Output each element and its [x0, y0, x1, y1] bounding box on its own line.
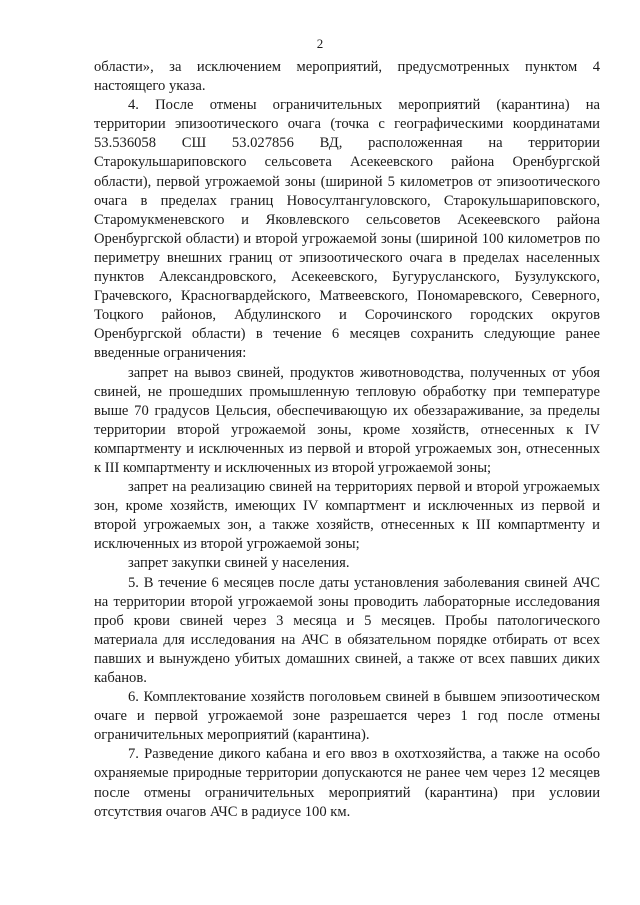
- paragraph-restriction-purchase: запрет закупки свиней у населения.: [128, 555, 350, 572]
- document-body: [94, 58, 600, 822]
- paragraph-continuation: области», за исключением мероприятий, предусмотренных пунктом 4 настоящего указа.: [94, 59, 600, 95]
- paragraph-restriction-sale: запрет на реализацию свиней на территориях первой и второй угрожаемых зон, кроме хозяйств, имеющих IV компартмент и исключенных из первой и второй угрожаемых зон, а также хозяйств, отнесенных к III компартменту и исключенных из второй угрожаемой зоны;: [94, 479, 600, 553]
- paragraph-item-4: 4. После отмены ограничительных мероприятий (карантина) на территории эпизоотического очага (точка с географическими координатами 53.536058 СШ 53.027856 ВД, расположенная на территории Старокульшариповского сельсовета Асекеевского района Оренбургской области), первой угрожаемой зоны (шириной 5 километров от эпизоотического очага в пределах границ Новосултангуловского, Старокульшариповского, Старомукменевского и Яковлевского сельсоветов Асекеевского района Оренбургской области) и второй угрожаемой зоны (шириной 100 километров по периметру внешних границ от эпизоотического очага в пределах населенных пунктов Александровского, Асекеевского, Бугурусланского, Бузулукского, Грачевского, Красногвардейского, Матвеевского, Пономаревского, Северного, Тоцкого районов, Абдулинского и Сорочинского городских округов Оренбургской области) в течение 6 месяцев сохранить следующие ранее введенные ограничения:: [94, 97, 600, 362]
- paragraph-item-6: 6. Комплектование хозяйств поголовьем свиней в бывшем эпизоотическом очаге и первой угрожаемой зоне разрешается через 1 год после отмены ограничительных мероприятий (карантина).: [94, 689, 600, 744]
- paragraph-item-5: 5. В течение 6 месяцев после даты установления заболевания свиней АЧС на территории второй угрожаемой зоны проводить лабораторные исследования проб крови свиней через 3 месяца и 5 месяцев. Пробы патологического материала для исследования на АЧС в обязательном порядке отбирать от всех павших и вынуждено убитых домашних свиней, а также от всех павших диких кабанов.: [94, 574, 600, 686]
- paragraph-restriction-export: запрет на вывоз свиней, продуктов животноводства, полученных от убоя свиней, не прошедших промышленную тепловую обработку при температуре выше 70 градусов Цельсия, обеспечивающую их обеззараживание, за пределы территории второй угрожаемой зоны, кроме хозяйств, отнесенных к IV компартменту и исключенных из первой и второй угрожаемых зон, отнесенных к III компартменту и исключенных из второй угрожаемой зоны;: [94, 364, 600, 476]
- page-number: 2: [316, 36, 324, 51]
- paragraph-item-7: 7. Разведение дикого кабана и его ввоз в охотхозяйства, а также на особо охраняемые природные территории допускаются не ранее чем через 12 месяцев после отмены ограничительных мероприятий (карантина) при условии отсутствия очагов АЧС в радиусе 100 км.: [94, 746, 600, 820]
